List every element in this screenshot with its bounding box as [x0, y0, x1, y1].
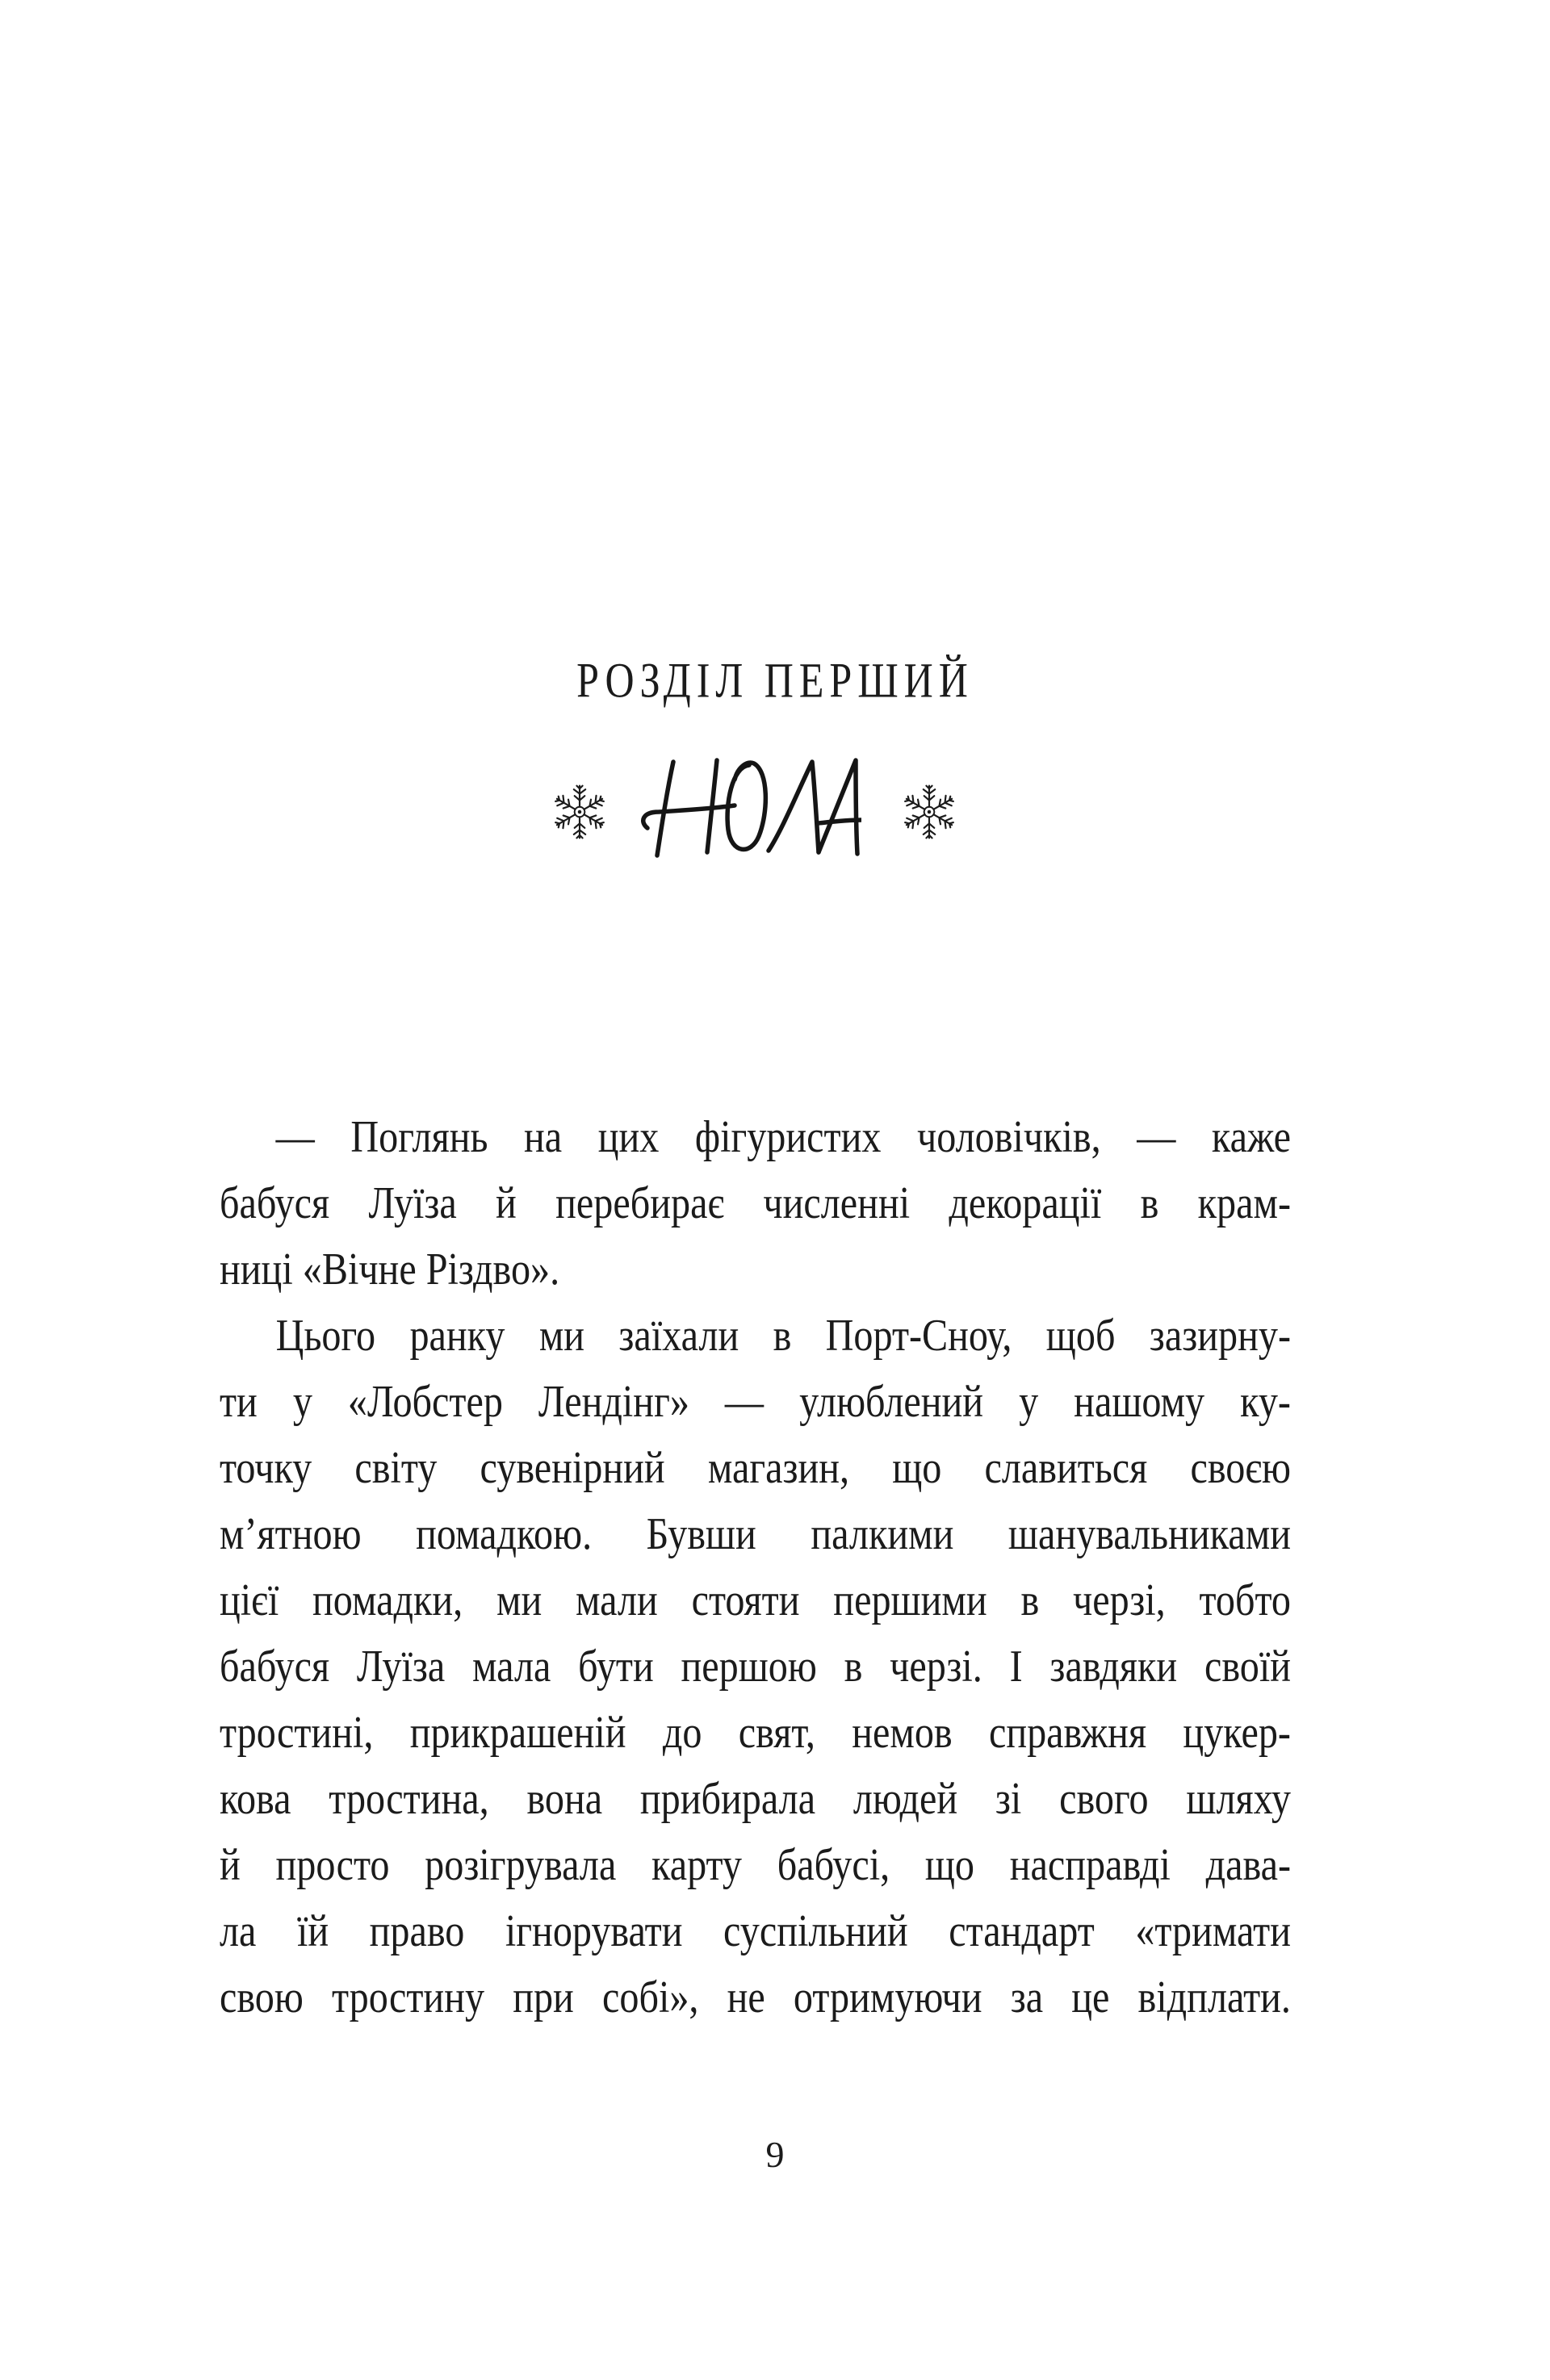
- text-line: бабуся Луїза мала бути першою в черзі. І завдяки своїй: [220, 1642, 1291, 1692]
- text-line: ти у «Лобстер Лендінг» — улюблений у нашому ку-: [220, 1377, 1291, 1427]
- snowflake-icon: [900, 783, 958, 841]
- text-line: ниці «Вічне Різдво».: [220, 1244, 560, 1295]
- text-line: ла їй право ігнорувати суспільний стандарт «тримати: [220, 1906, 1291, 1956]
- text-line: цієї помадки, ми мали стояти першими в черзі, тобто: [220, 1575, 1291, 1625]
- text-line: й просто розігрувала карту бабусі, що насправді дава-: [220, 1840, 1291, 1890]
- chapter-label: РОЗДІЛ ПЕРШИЙ: [576, 652, 974, 708]
- text-line: м’ятною помадкою. Бувши палкими шанувальниками: [220, 1509, 1291, 1559]
- text-line: Цього ранку ми заїхали в Порт-Сноу, щоб зазирну-: [275, 1311, 1291, 1361]
- text-line: кова тростина, вона прибирала людей зі свого шляху: [220, 1774, 1291, 1824]
- body-text: [220, 1104, 1291, 2031]
- text-line: — Поглянь на цих фігуристих чоловічків, — каже: [275, 1112, 1291, 1162]
- text-line: точку світу сувенірний магазин, що славиться своєю: [220, 1443, 1291, 1493]
- text-line: тростині, прикрашеній до свят, немов справжня цукер-: [220, 1708, 1291, 1758]
- chapter-title-block: [0, 751, 1550, 864]
- chapter-title: [639, 755, 861, 860]
- text-line: свою тростину при собі», не отримуючи за це відплати.: [220, 1972, 1291, 2022]
- text-line: бабуся Луїза й перебирає численні декорації в крам-: [220, 1178, 1291, 1228]
- page-number: 9: [765, 2134, 785, 2175]
- snowflake-icon: [551, 783, 609, 841]
